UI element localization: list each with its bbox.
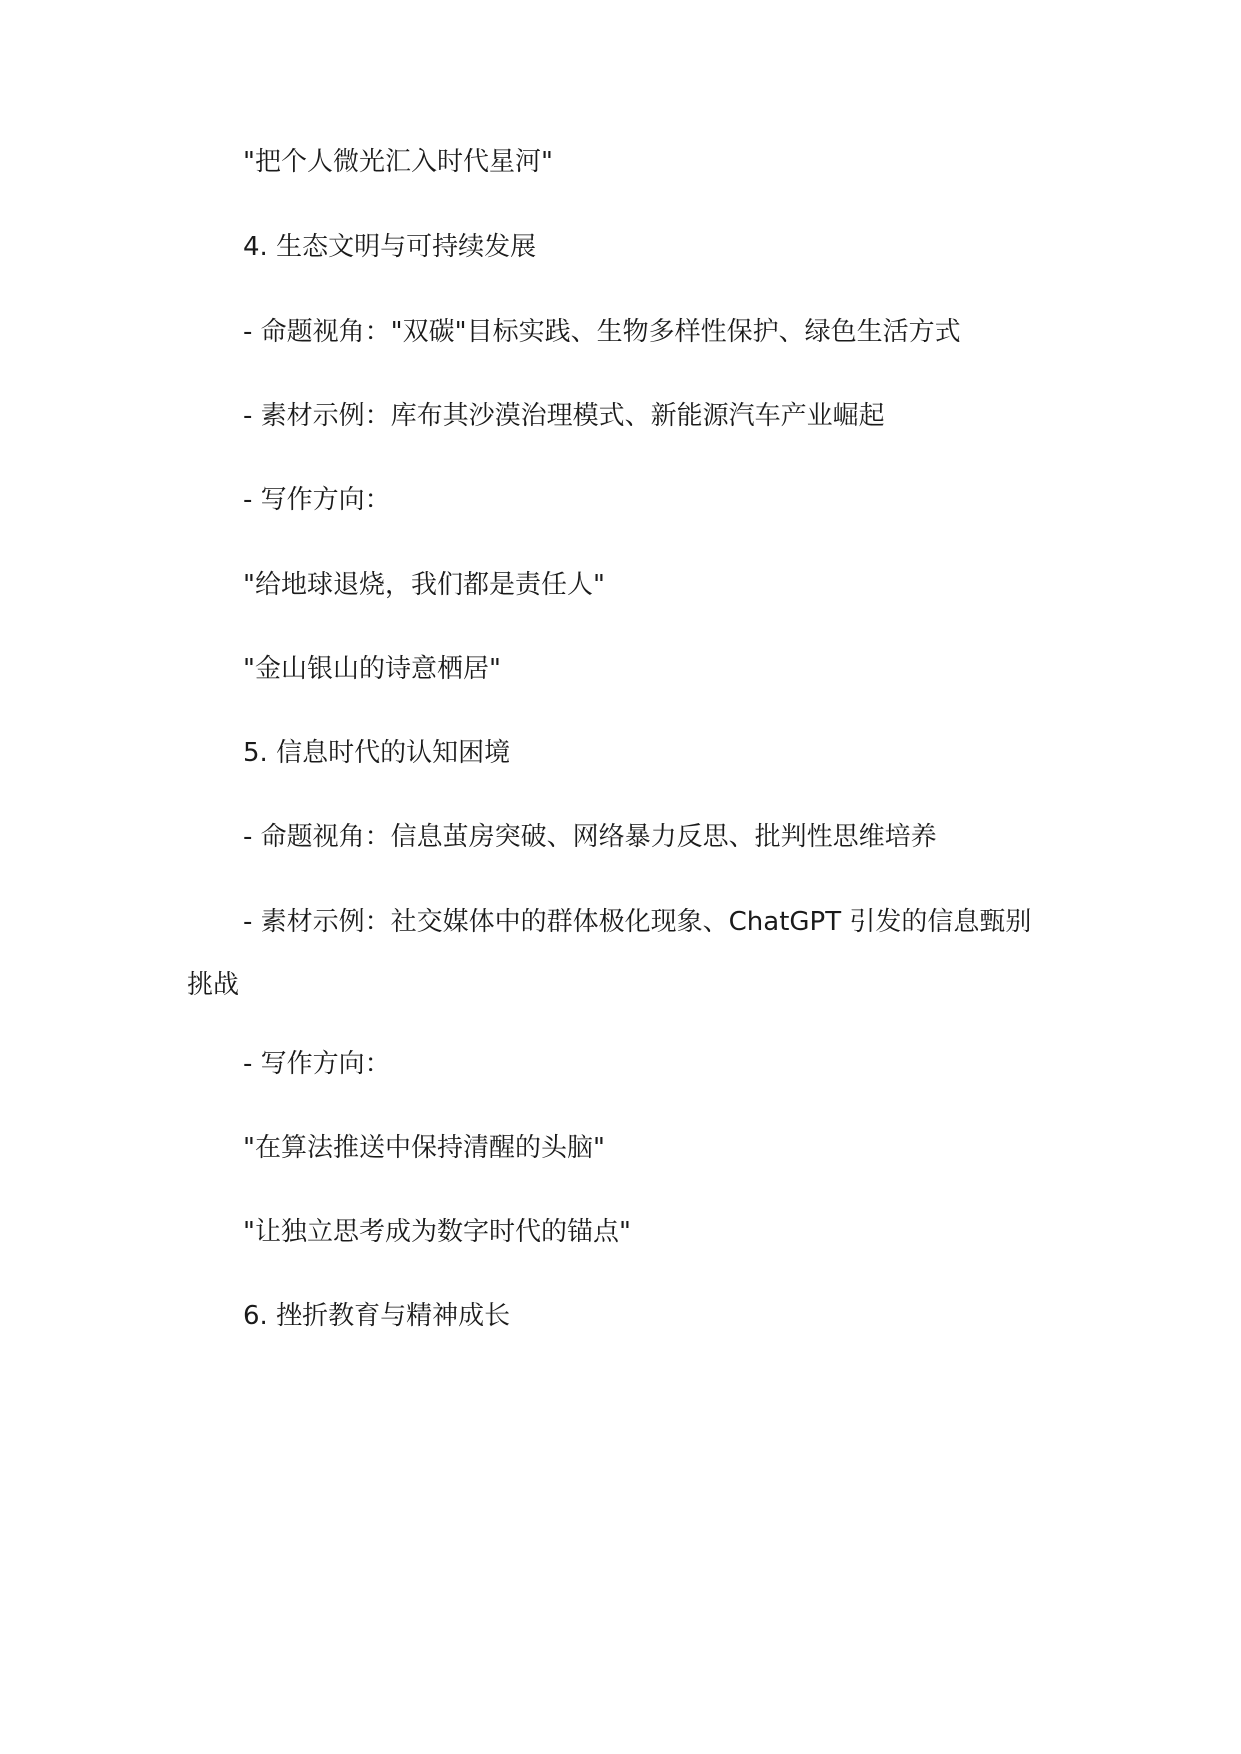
- quote-line: "金山银山的诗意栖居": [243, 654, 501, 684]
- section-heading-5: 5. 信息时代的认知困境: [243, 738, 511, 768]
- writing-direction-line: - 写作方向：: [243, 485, 391, 515]
- section-heading-6: 6. 挫折教育与精神成长: [243, 1301, 511, 1331]
- topic-perspective-line: - 命题视角：信息茧房突破、网络暴力反思、批判性思维培养: [243, 822, 937, 852]
- section-heading-4: 4. 生态文明与可持续发展: [243, 232, 537, 262]
- topic-perspective-line: - 命题视角："双碳"目标实践、生物多样性保护、绿色生活方式: [243, 317, 961, 347]
- material-example-line: - 素材示例：社交媒体中的群体极化现象、ChatGPT 引发的信息甄别挑战: [187, 907, 1032, 1000]
- writing-direction-line: - 写作方向：: [243, 1049, 391, 1079]
- material-example-line: - 素材示例：库布其沙漠治理模式、新能源汽车产业崛起: [243, 401, 885, 431]
- quote-line: "给地球退烧，我们都是责任人": [243, 570, 605, 600]
- quote-line: "把个人微光汇入时代星河": [243, 147, 553, 177]
- quote-line: "在算法推送中保持清醒的头脑": [243, 1133, 605, 1163]
- quote-line: "让独立思考成为数字时代的锚点": [243, 1217, 631, 1247]
